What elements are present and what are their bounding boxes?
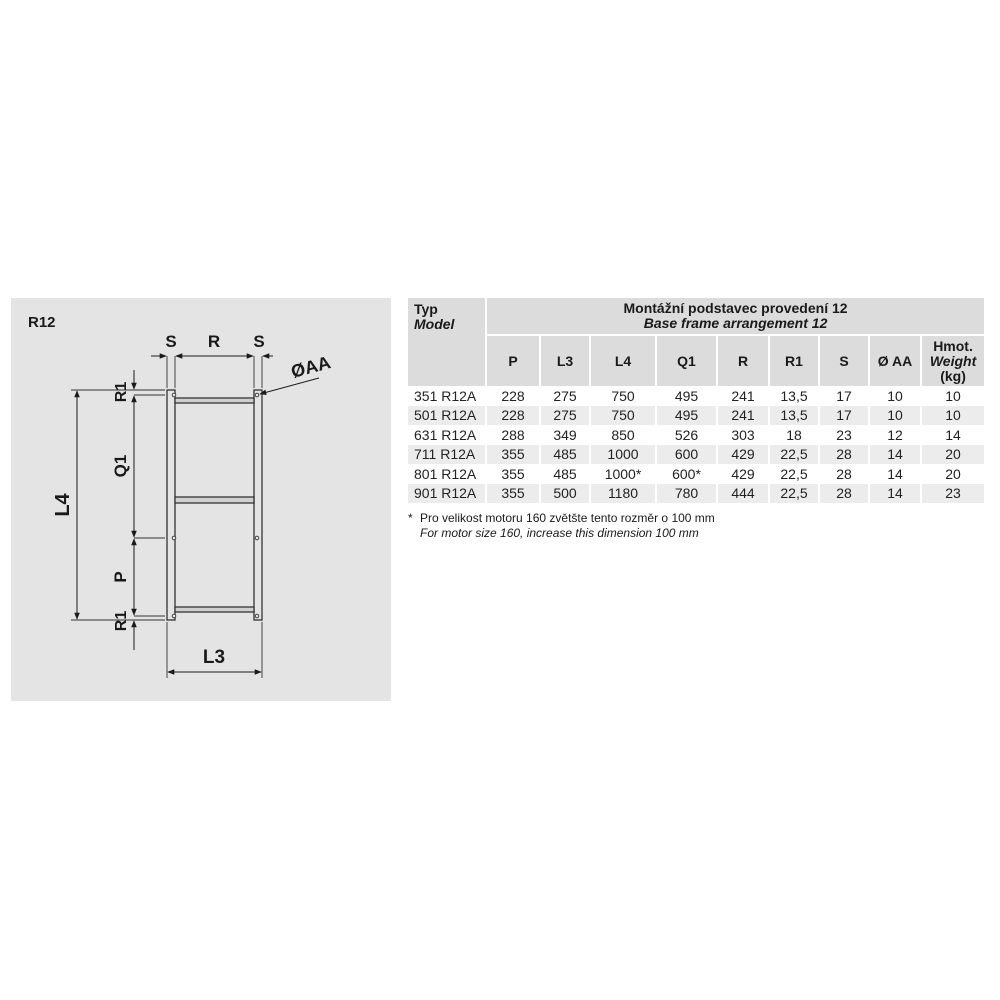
cell-r: 241 xyxy=(717,386,769,406)
cell-q1: 600 xyxy=(656,445,717,465)
footnote-text-en: For motor size 160, increase this dimension 100 mm xyxy=(420,526,699,540)
dim-label-r1-top: R1 xyxy=(113,381,130,403)
cell-r1: 22,5 xyxy=(769,464,819,484)
cell-s: 17 xyxy=(819,386,869,406)
cell-hole-diameter: 14 xyxy=(869,464,921,484)
cell-q1: 495 xyxy=(656,386,717,406)
cell-r: 444 xyxy=(717,484,769,504)
table-row xyxy=(408,406,984,426)
cell-r: 429 xyxy=(717,445,769,465)
cell-p: 355 xyxy=(486,464,540,484)
column-header-s: S xyxy=(819,335,869,386)
cell-s: 28 xyxy=(819,484,869,504)
cell-l4: 750 xyxy=(590,406,656,426)
cell-l4: 850 xyxy=(590,425,656,445)
cell-model: 351 R12A xyxy=(408,386,486,406)
dim-label-s-left: S xyxy=(165,332,177,351)
mounting-holes xyxy=(172,393,259,618)
footnote xyxy=(408,511,715,541)
table-row xyxy=(408,425,984,445)
table-body xyxy=(408,386,984,503)
cell-model: 801 R12A xyxy=(408,464,486,484)
table-row xyxy=(408,386,984,406)
cell-p: 288 xyxy=(486,425,540,445)
cell-p: 355 xyxy=(486,484,540,504)
cell-model: 901 R12A xyxy=(408,484,486,504)
column-header-l4: L4 xyxy=(590,335,656,386)
cell-p: 228 xyxy=(486,386,540,406)
dim-label-r1-bottom: R1 xyxy=(113,610,130,632)
column-header-q1: Q1 xyxy=(656,335,717,386)
cell-hole-diameter: 10 xyxy=(869,386,921,406)
cell-q1: 526 xyxy=(656,425,717,445)
group-header-en: Base frame arrangement 12 xyxy=(643,315,828,331)
cell-weight: 20 xyxy=(921,464,984,484)
model-header-en: Model xyxy=(414,316,455,332)
cell-model: 631 R12A xyxy=(408,425,486,445)
cell-weight: 10 xyxy=(921,386,984,406)
column-header-r1: R1 xyxy=(769,335,819,386)
cell-r: 429 xyxy=(717,464,769,484)
cell-hole-diameter: 14 xyxy=(869,445,921,465)
cell-l3: 275 xyxy=(540,386,590,406)
weight-header-en: Weight xyxy=(929,352,977,369)
cell-model: 501 R12A xyxy=(408,406,486,426)
dim-label-hole-diameter: ØAA xyxy=(288,352,333,382)
cell-r1: 22,5 xyxy=(769,445,819,465)
cell-l3: 500 xyxy=(540,484,590,504)
cell-l3: 485 xyxy=(540,464,590,484)
cell-s: 28 xyxy=(819,445,869,465)
footnote-text-cs: Pro velikost motoru 160 zvětšte tento rozměr o 100 mm xyxy=(420,511,715,525)
cell-s: 17 xyxy=(819,406,869,426)
cell-r: 241 xyxy=(717,406,769,426)
cell-l4: 750 xyxy=(590,386,656,406)
table-row xyxy=(408,484,984,504)
cell-weight: 10 xyxy=(921,406,984,426)
model-column-header xyxy=(408,298,486,386)
cell-p: 355 xyxy=(486,445,540,465)
group-header xyxy=(486,298,984,335)
dim-label-r: R xyxy=(207,332,221,351)
cell-hole-diameter: 12 xyxy=(869,425,921,445)
technical-drawing-panel xyxy=(11,298,391,701)
dim-label-s-right: S xyxy=(253,332,265,351)
cell-r1: 22,5 xyxy=(769,484,819,504)
cell-q1: 600* xyxy=(656,464,717,484)
table-row xyxy=(408,464,984,484)
group-header-cs: Montážní podstavec provedení 12 xyxy=(623,300,848,316)
cell-r1: 13,5 xyxy=(769,406,819,426)
table-row xyxy=(408,445,984,465)
cell-s: 28 xyxy=(819,464,869,484)
cell-l3: 275 xyxy=(540,406,590,426)
cell-p: 228 xyxy=(486,406,540,426)
cell-l3: 349 xyxy=(540,425,590,445)
cell-r1: 13,5 xyxy=(769,386,819,406)
drawing-title: R12 xyxy=(28,314,56,331)
dim-label-q1: Q1 xyxy=(111,454,130,478)
cell-weight: 20 xyxy=(921,445,984,465)
column-header-p: P xyxy=(486,335,540,386)
column-header-l3: L3 xyxy=(540,335,590,386)
cell-hole-diameter: 10 xyxy=(869,406,921,426)
cell-r: 303 xyxy=(717,425,769,445)
column-header-weight xyxy=(921,335,984,386)
dim-label-l4: L4 xyxy=(52,493,74,517)
column-header-r: R xyxy=(717,335,769,386)
weight-header-unit: (kg) xyxy=(940,367,966,384)
cell-r1: 18 xyxy=(769,425,819,445)
footnote-line-cs xyxy=(408,511,715,526)
column-header-hole-diameter: Ø AA xyxy=(869,335,921,386)
model-header-cs: Typ xyxy=(414,301,438,317)
cell-weight: 23 xyxy=(921,484,984,504)
cell-l4: 1000 xyxy=(590,445,656,465)
weight-header-cs: Hmot. xyxy=(933,337,973,354)
cell-l4: 1000* xyxy=(590,464,656,484)
cell-l4: 1180 xyxy=(590,484,656,504)
dimension-table xyxy=(408,298,984,503)
cell-model: 711 R12A xyxy=(408,445,486,465)
cell-s: 23 xyxy=(819,425,869,445)
frame-outline xyxy=(167,390,262,620)
dim-label-l3: L3 xyxy=(202,647,226,668)
cell-q1: 780 xyxy=(656,484,717,504)
cell-weight: 14 xyxy=(921,425,984,445)
cell-q1: 495 xyxy=(656,406,717,426)
cell-l3: 485 xyxy=(540,445,590,465)
dim-label-p: P xyxy=(111,571,130,583)
base-frame-drawing xyxy=(11,298,391,701)
cell-hole-diameter: 14 xyxy=(869,484,921,504)
footnote-marker: * xyxy=(408,511,413,525)
